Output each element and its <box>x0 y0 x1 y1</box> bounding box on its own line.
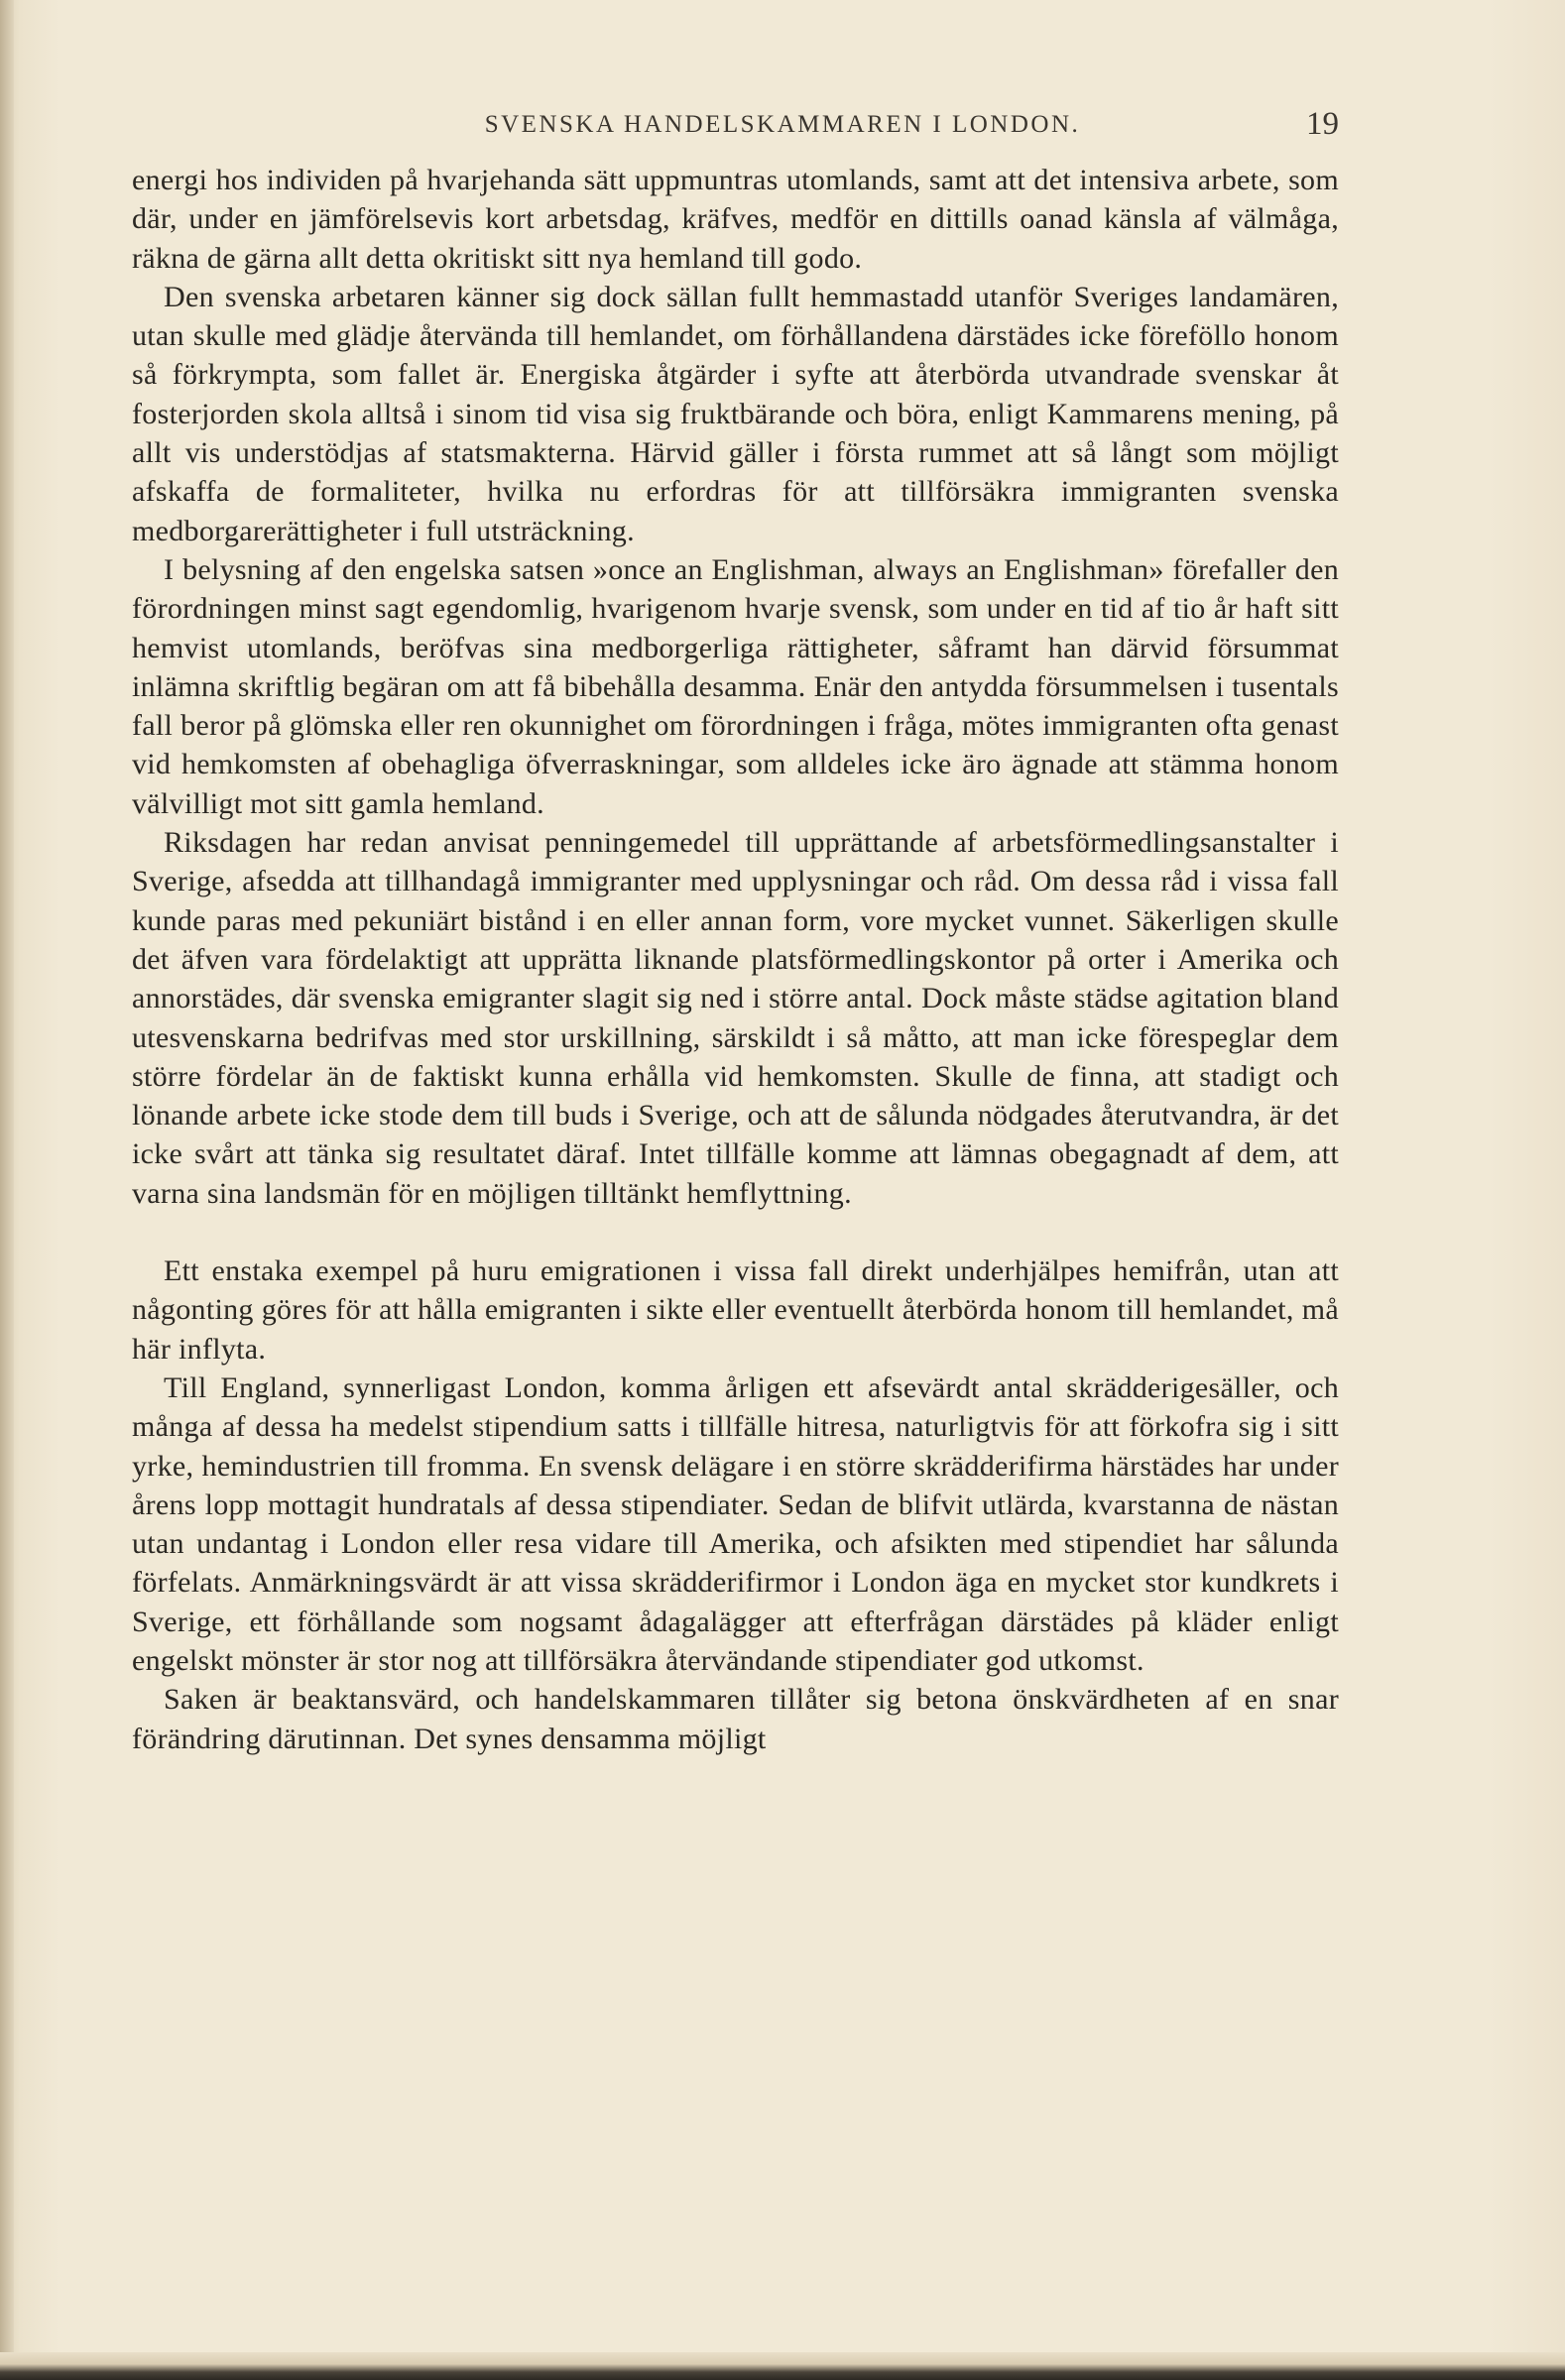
paragraph-3: I belysning af den engelska satsen »once an Englishman, always an Englishman» förefaller den förordningen minst sagt egendomlig, hvarigenom hvarje svensk, som under en tid af tio år haft sitt hemvist utomlands, beröfvas sina medborgerliga rättigheter, såframt han därvid försummat inlämna skriftlig begäran om att få bibehålla desamma. Enär den antydda försummelsen i tusentals fall beror på glömska eller ren okunnighet om förordningen i fråga, mötes immigranten ofta genast vid hemkomsten af obehagliga öfverraskningar, som alldeles icke äro ägnade att stämma honom välvilligt mot sitt gamla hemland. <box>132 552 1339 820</box>
page-number: 19 <box>1306 106 1339 142</box>
binding-edge <box>0 0 14 2380</box>
page-header <box>0 106 1565 151</box>
section-gap <box>132 1213 1339 1251</box>
body-text <box>132 161 1339 1758</box>
paragraph-1: energi hos individen på hvarjehanda sätt uppmuntras utomlands, samt att det intensiva arbete, som där, under en jämförelsevis kort arbetsdag, kräfves, medför en dittills oanad känsla af välmåga, räkna de gärna allt detta okritiskt sitt nya hemland till godo. <box>132 164 1339 275</box>
bottom-edge <box>0 2352 1565 2380</box>
paragraph-6: Till England, synnerligast London, komma årligen ett afsevärdt antal skrädderigesäller, och många af dessa ha medelst stipendium satts i tillfälle hitresa, naturligtvis för att förkofra sig i sitt yrke, hemindustrien till fromma. En svensk delägare i en större skrädderifirma härstädes har under årens lopp mottagit hundratals af dessa stipendiater. Sedan de blifvit utlärda, kvarstanna de nästan utan undantag i London eller resa vidare till Amerika, och afsikten med stipendiet har sålunda förfelats. Anmärkningsvärdt är att vissa skrädderifirmor i London äga en mycket stor kundkrets i Sverige, ett förhållande som nogsamt ådagalägger att efterfrågan därstädes på kläder enligt engelskt mönster är stor nog att tillförsäkra återvändande stipendiater god utkomst. <box>132 1370 1339 1677</box>
paragraph-7: Saken är beaktansvärd, och handelskammaren tillåter sig betona önskvärdheten af en snar förändring därutinnan. Det synes densamma möjligt <box>132 1683 1339 1755</box>
paragraph-4: Riksdagen har redan anvisat penningemedel till upprättande af arbetsförmedlingsanstalter i Sverige, afsedda att tillhandagå immigranter med upplysningar och råd. Om dessa råd i vissa fall kunde paras med pekuniärt bistånd i en eller annan form, vore mycket vunnet. Säkerligen skulle det äfven vara fördelaktigt att upprätta liknande platsförmedlingskontor på orter i Amerika och annorstädes, där svenska emigranter slagit sig ned i större antal. Dock måste städse agitation bland utesvenskarna bedrifvas med stor urskillning, särskildt i så måtto, att man icke förespeglar dem större fördelar än de faktiskt kunna erhålla vid hemkomsten. Skulle de finna, att stadigt och lönande arbete icke stode dem till buds i Sverige, och att de sålunda nödgades återutvandra, är det icke svårt att tänka sig resultatet däraf. Intet tillfälle komme att lämnas obegagnadt af dem, att varna sina landsmän för en möjligen tilltänkt hemflyttning. <box>132 826 1339 1210</box>
paragraph-2: Den svenska arbetaren känner sig dock sällan fullt hemmastadd utanför Sveriges landamären, utan skulle med glädje återvända till hemlandet, om förhållandena därstädes icke föreföllo honom så förkrympta, som fallet är. Energiska åtgärder i syfte att återbörda utvandrade svenskar åt fosterjorden skola alltså i sinom tid visa sig fruktbärande och böra, enligt Kammarens mening, på allt vis understödjas af statsmakterna. Härvid gäller i första rummet att så långt som möjligt afskaffa de formaliteter, hvilka nu erfordras för att tillförsäkra immigranten svenska medborgarerättigheter i full utsträckning. <box>132 280 1339 547</box>
paragraph-5: Ett enstaka exempel på huru emigrationen i vissa fall direkt underhjälpes hemifrån, utan att någonting göres för att hålla emigranten i sikte eller eventuellt återbörda honom till hemlandet, må här inflyta. <box>132 1254 1339 1366</box>
running-title: SVENSKA HANDELSKAMMAREN I LONDON. <box>484 111 1081 138</box>
